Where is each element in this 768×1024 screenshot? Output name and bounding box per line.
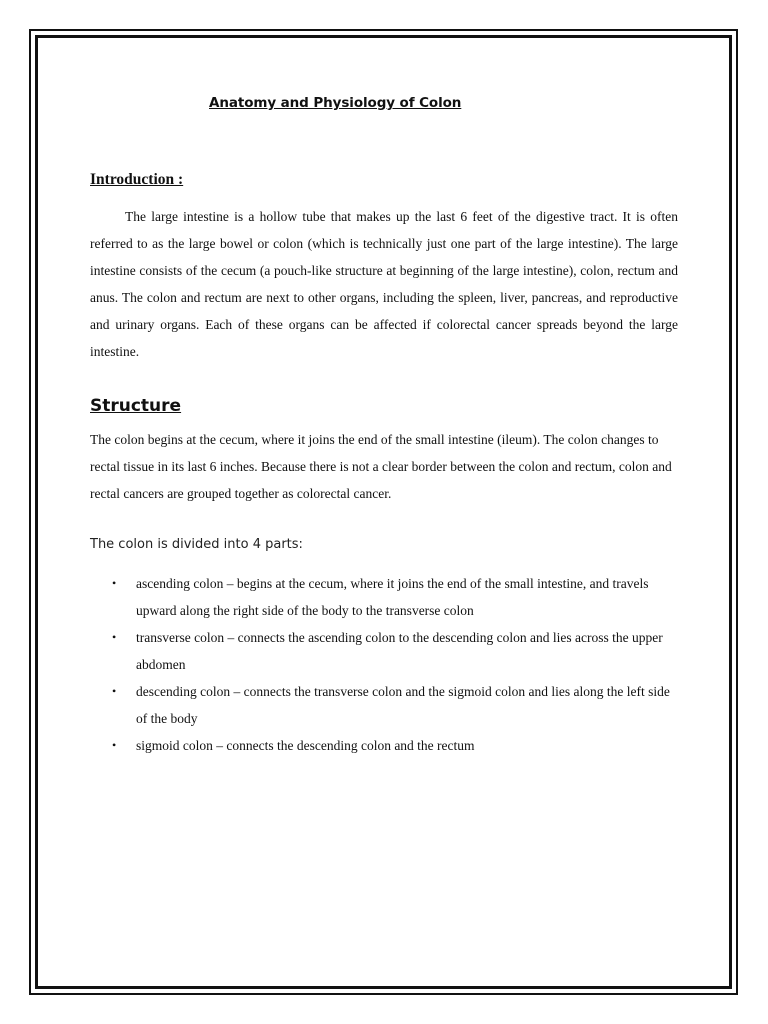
document-title: Anatomy and Physiology of Colon <box>209 95 462 111</box>
list-item <box>112 678 672 732</box>
list-item-text: descending colon – connects the transverse colon and the sigmoid colon and lies along the left side of the body <box>136 684 670 726</box>
bullet-icon: • <box>112 684 117 698</box>
structure-paragraph: The colon begins at the cecum, where it joins the end of the small intestine (ileum). The colon changes to rectal tissue in its last 6 inches. Because there is not a clear border between the colon and rectum, colon and rectal cancers are grouped together as colorectal cancer. <box>90 432 672 501</box>
colon-parts-intro: The colon is divided into 4 parts: <box>90 537 303 552</box>
list-item-text: transverse colon – connects the ascending colon to the descending colon and lies across the upper abdomen <box>136 630 663 672</box>
structure-heading: Structure <box>90 396 182 416</box>
bullet-icon: • <box>112 576 117 590</box>
introduction-heading: Introduction : <box>90 171 184 188</box>
list-item-text: sigmoid colon – connects the descending colon and the rectum <box>136 738 475 753</box>
bullet-icon: • <box>112 738 117 752</box>
introduction-paragraph: The large intestine is a hollow tube that makes up the last 6 feet of the digestive tract. It is often referred to as the large bowel or colon (which is technically just one part of the large intestine). The large intestine consists of the cecum (a pouch-like structure at beginning of the large intestine), colon, rectum and anus. The colon and rectum are next to other organs, including the spleen, liver, pancreas, and reproductive and urinary organs. Each of these organs can be affected if colorectal cancer spreads beyond the large intestine. <box>90 209 678 359</box>
list-item <box>112 732 672 759</box>
list-item-text: ascending colon – begins at the cecum, where it joins the end of the small intestine, and travels upward along the right side of the body to the transverse colon <box>136 576 649 618</box>
bullet-icon: • <box>112 630 117 644</box>
colon-parts-list <box>112 570 672 759</box>
list-item <box>112 624 672 678</box>
list-item <box>112 570 672 624</box>
